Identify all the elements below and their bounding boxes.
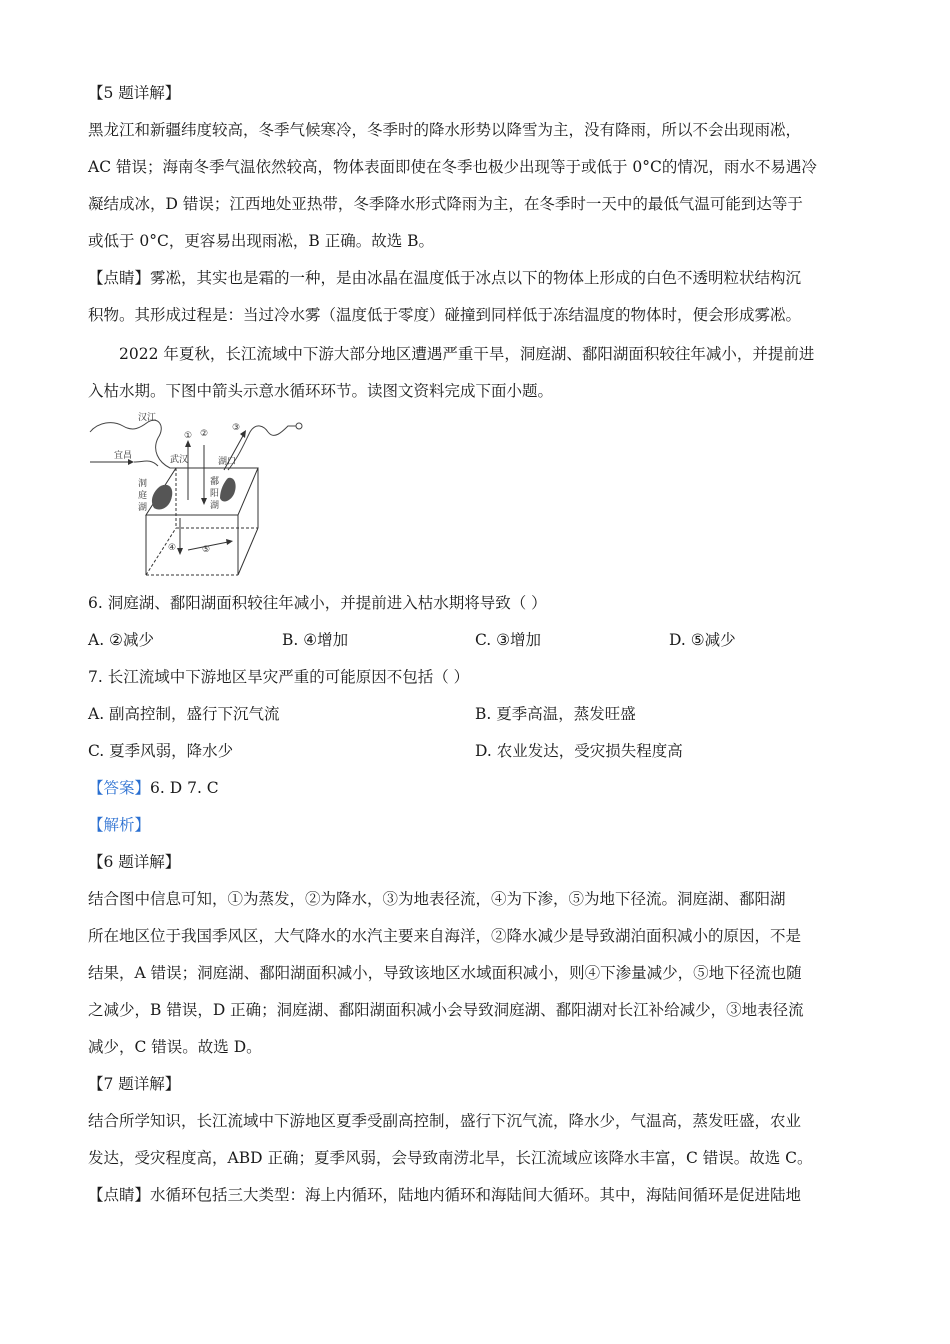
q6-detail-line: 之减少，B 错误，D 正确；洞庭湖、鄱阳湖面积减小会导致洞庭湖、鄱阳湖对长江补给减少，③地表径流: [88, 1001, 804, 1019]
answer-text: 6. D 7. C: [150, 779, 219, 797]
label-c4: ④: [168, 543, 177, 553]
answer-line: [88, 778, 219, 798]
q7-option-c: C. 夏季风弱，降水少: [88, 742, 234, 760]
hanjiang-river: [90, 420, 176, 468]
q7-detail-line: 结合所学知识，长江流域中下游地区夏季受副高控制，盛行下沉气流，降水少，气温高，蒸发旺盛，农业: [88, 1112, 802, 1130]
river-end-dot: [296, 423, 302, 429]
q5-detail-line: 或低于 0°C，更容易出现雨凇，B 正确。故选 B。: [88, 232, 435, 250]
label-dongting-1: 洞: [138, 479, 148, 489]
label-yichang: 宜昌: [114, 451, 133, 461]
label-dongting-2: 庭: [138, 491, 148, 501]
label-poyang-1: 鄱: [210, 477, 220, 487]
passage-line: 入枯水期。下图中箭头示意水循环环节。读图文资料完成下面小题。: [88, 382, 554, 400]
label-poyang-2: 阳: [210, 489, 220, 499]
q7-tip-line: 【点睛】水循环包括三大类型：海上内循环，陆地内循环和海陆间大循环。其中，海陆间循环是促进陆地: [88, 1186, 802, 1204]
q6-detail-line: 结果，A 错误；洞庭湖、鄱阳湖面积减小，导致该地区水域面积减小，则④下渗量减少，⑤地下径流也随: [88, 964, 802, 982]
q7-option-b: B. 夏季高温，蒸发旺盛: [475, 705, 636, 723]
q5-detail-heading: 【5 题详解】: [88, 84, 181, 102]
poyang-lake-shape: [220, 478, 236, 502]
label-c1: ①: [184, 431, 193, 441]
yangtze-river: [134, 461, 158, 466]
q7-option-d: D. 农业发达，受灾损失程度高: [475, 742, 683, 760]
q7-stem: 7. 长江流域中下游地区旱灾严重的可能原因不包括（ ）: [88, 668, 470, 686]
q5-detail-line: AC 错误；海南冬季气温依然较高，物体表面即使在冬季也极少出现等于或低于 0°C的情况，雨水不易遇冷: [88, 158, 817, 176]
label-c3: ③: [232, 423, 241, 433]
q6-option-c: C. ③增加: [475, 631, 542, 649]
q7-detail-line: 发达，受灾程度高，ABD 正确；夏季风弱，会导致南涝北旱，长江流域应该降水丰富，C 错误。故选 C。: [88, 1149, 813, 1167]
label-hukou: 湖口: [218, 457, 237, 467]
label-dongting-3: 湖: [138, 503, 148, 513]
q5-detail-line: 黑龙江和新疆纬度较高，冬季气候寒冷，冬季时的降水形势以降雪为主，没有降雨，所以不会出现雨凇，: [88, 121, 802, 139]
label-c2: ②: [200, 429, 209, 439]
q6-option-a: A. ②减少: [88, 631, 154, 649]
label-wuhan: 武汉: [170, 455, 189, 465]
q6-option-b: B. ④增加: [282, 631, 349, 649]
water-cycle-diagram: [88, 410, 318, 580]
q6-detail-line: 所在地区位于我国季风区，大气降水的水汽主要来自海洋，②降水减少是导致湖泊面积减小的原因，不是: [88, 927, 802, 945]
label-hanjiang: 汉江: [138, 413, 157, 423]
dongting-lake-shape: [152, 485, 172, 510]
q6-stem: 6. 洞庭湖、鄱阳湖面积较往年减小，并提前进入枯水期将导致（ ）: [88, 594, 547, 612]
q6-option-d: D. ⑤减少: [669, 631, 736, 649]
q5-detail-line: 凝结成冰，D 错误；江西地处亚热带，冬季降水形式降雨为主，在冬季时一天中的最低气温可能到达等于: [88, 195, 803, 213]
q7-detail-heading: 【7 题详解】: [88, 1075, 181, 1093]
answer-label: 【答案】: [88, 779, 151, 797]
q7-option-a: A. 副高控制，盛行下沉气流: [88, 705, 280, 723]
q6-detail-heading: 【6 题详解】: [88, 853, 181, 871]
label-poyang-3: 湖: [210, 501, 220, 511]
passage-line: 2022 年夏秋，长江流域中下游大部分地区遭遇严重干旱，洞庭湖、鄱阳湖面积较往年减小，并提前进: [119, 345, 815, 363]
q6-detail-line: 减少，C 错误。故选 D。: [88, 1038, 262, 1056]
analysis-label: 【解析】: [88, 816, 151, 834]
label-c5: ⑤: [202, 545, 211, 555]
q6-detail-line: 结合图中信息可知，①为蒸发，②为降水，③为地表径流，④为下渗，⑤为地下径流。洞庭湖、鄱阳湖: [88, 890, 786, 908]
q5-tip-line: 【点睛】雾凇，其实也是霜的一种，是由冰晶在温度低于冰点以下的物体上形成的白色不透明粒状结构沉: [88, 269, 802, 287]
q5-tip-line: 积物。其形成过程是：当过冷水雾（温度低于零度）碰撞到同样低于冻结温度的物体时，便会形成雾凇。: [88, 306, 802, 324]
